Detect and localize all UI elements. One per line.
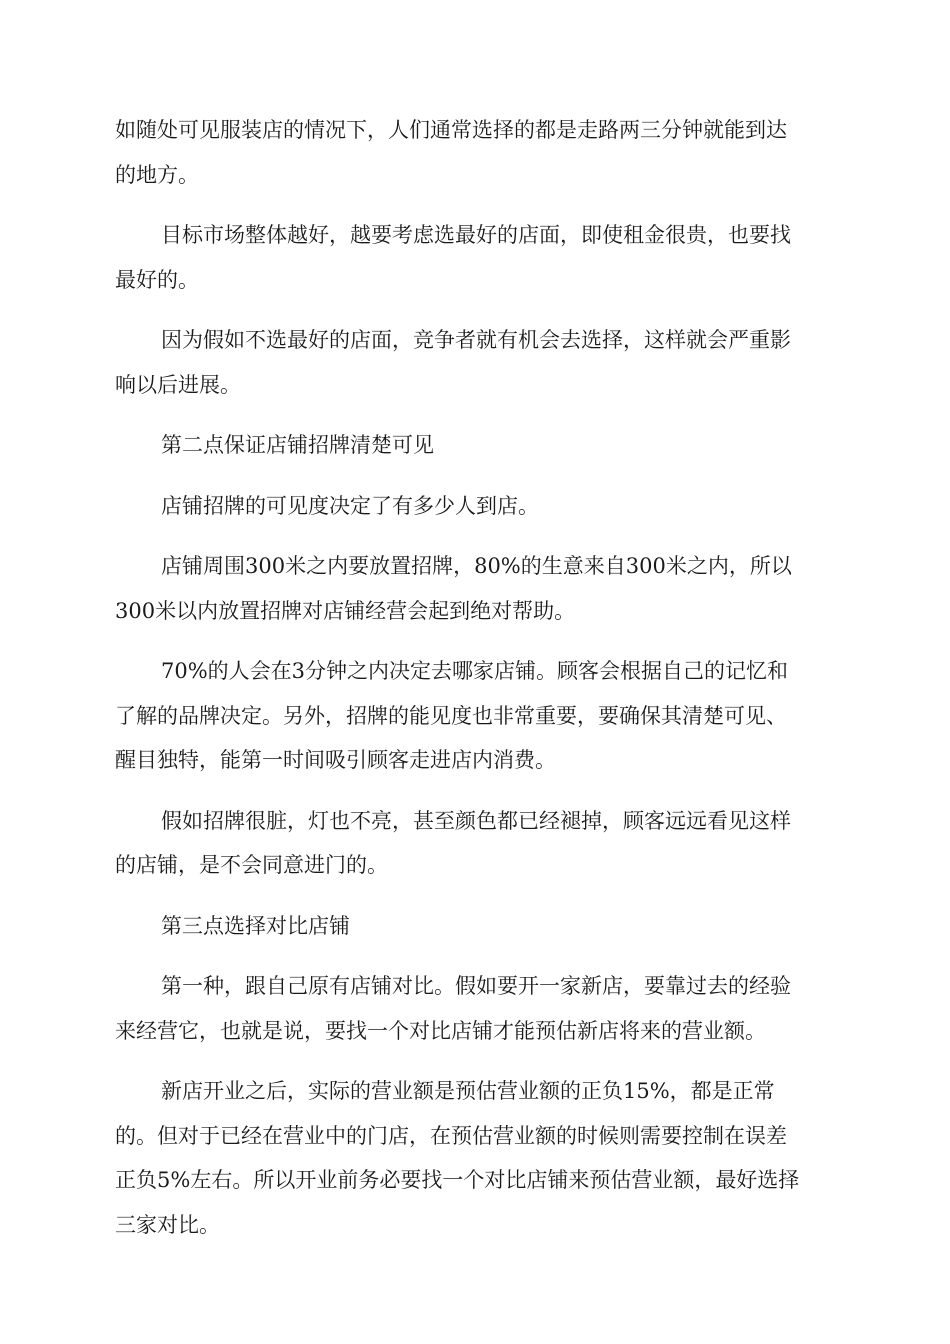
text-line: 目标市场整体越好，越要考虑选最好的店面，即使租金很贵，也要找 bbox=[161, 223, 791, 247]
text-line: 最好的。 bbox=[115, 267, 199, 292]
section-heading bbox=[115, 423, 837, 468]
text-line: 店铺招牌的可见度决定了有多少人到店。 bbox=[161, 493, 539, 518]
text-line: 响以后进展。 bbox=[115, 372, 241, 397]
paragraph bbox=[115, 1069, 837, 1247]
paragraph bbox=[115, 544, 837, 633]
text-line: 假如招牌很脏，灯也不亮，甚至颜色都已经褪掉，顾客远远看见这样 bbox=[161, 808, 791, 833]
text-line: 的地方。 bbox=[115, 162, 199, 187]
paragraph bbox=[115, 799, 837, 888]
paragraph bbox=[115, 108, 837, 197]
text-line: 正负5%左右。所以开业前务必要找一个对比店铺来预估营业额，最好选择 bbox=[115, 1168, 800, 1192]
text-line: 的店铺，是不会同意进门的。 bbox=[115, 853, 388, 877]
paragraph bbox=[115, 484, 837, 529]
text-line: 70%的人会在3分钟之内决定去哪家店铺。顾客会根据自己的记忆和 bbox=[161, 659, 789, 683]
text-line: 醒目独特，能第一时间吸引顾客走进店内消费。 bbox=[115, 748, 556, 772]
text-line: 第一种，跟自己原有店铺对比。假如要开一家新店，要靠过去的经验 bbox=[161, 974, 791, 998]
text-line: 如随处可见服装店的情况下，人们通常选择的都是走路两三分钟就能到达 bbox=[115, 118, 787, 142]
section-heading bbox=[115, 904, 837, 949]
text-line: 因为假如不选最好的店面，竞争者就有机会去选择，这样就会严重影 bbox=[161, 328, 791, 352]
paragraph bbox=[115, 213, 837, 302]
text-line: 第三点选择对比店铺 bbox=[161, 913, 350, 938]
paragraph bbox=[115, 649, 837, 783]
text-line: 了解的品牌决定。另外，招牌的能见度也非常重要，要确保其清楚可见、 bbox=[115, 703, 787, 728]
text-line: 300米以内放置招牌对店铺经营会起到绝对帮助。 bbox=[115, 598, 576, 623]
text-line: 来经营它，也就是说，要找一个对比店铺才能预估新店将来的营业额。 bbox=[115, 1018, 766, 1043]
text-line: 第二点保证店铺招牌清楚可见 bbox=[161, 433, 434, 457]
text-line: 的。但对于已经在营业中的门店，在预估营业额的时候则需要控制在误差 bbox=[115, 1123, 787, 1148]
paragraph bbox=[115, 964, 837, 1053]
text-line: 新店开业之后，实际的营业额是预估营业额的正负15%，都是正常 bbox=[161, 1079, 775, 1103]
text-line: 店铺周围300米之内要放置招牌，80%的生意来自300米之内，所以 bbox=[161, 554, 792, 578]
paragraph bbox=[115, 318, 837, 407]
text-line: 三家对比。 bbox=[115, 1212, 220, 1237]
document-body bbox=[115, 108, 837, 1263]
